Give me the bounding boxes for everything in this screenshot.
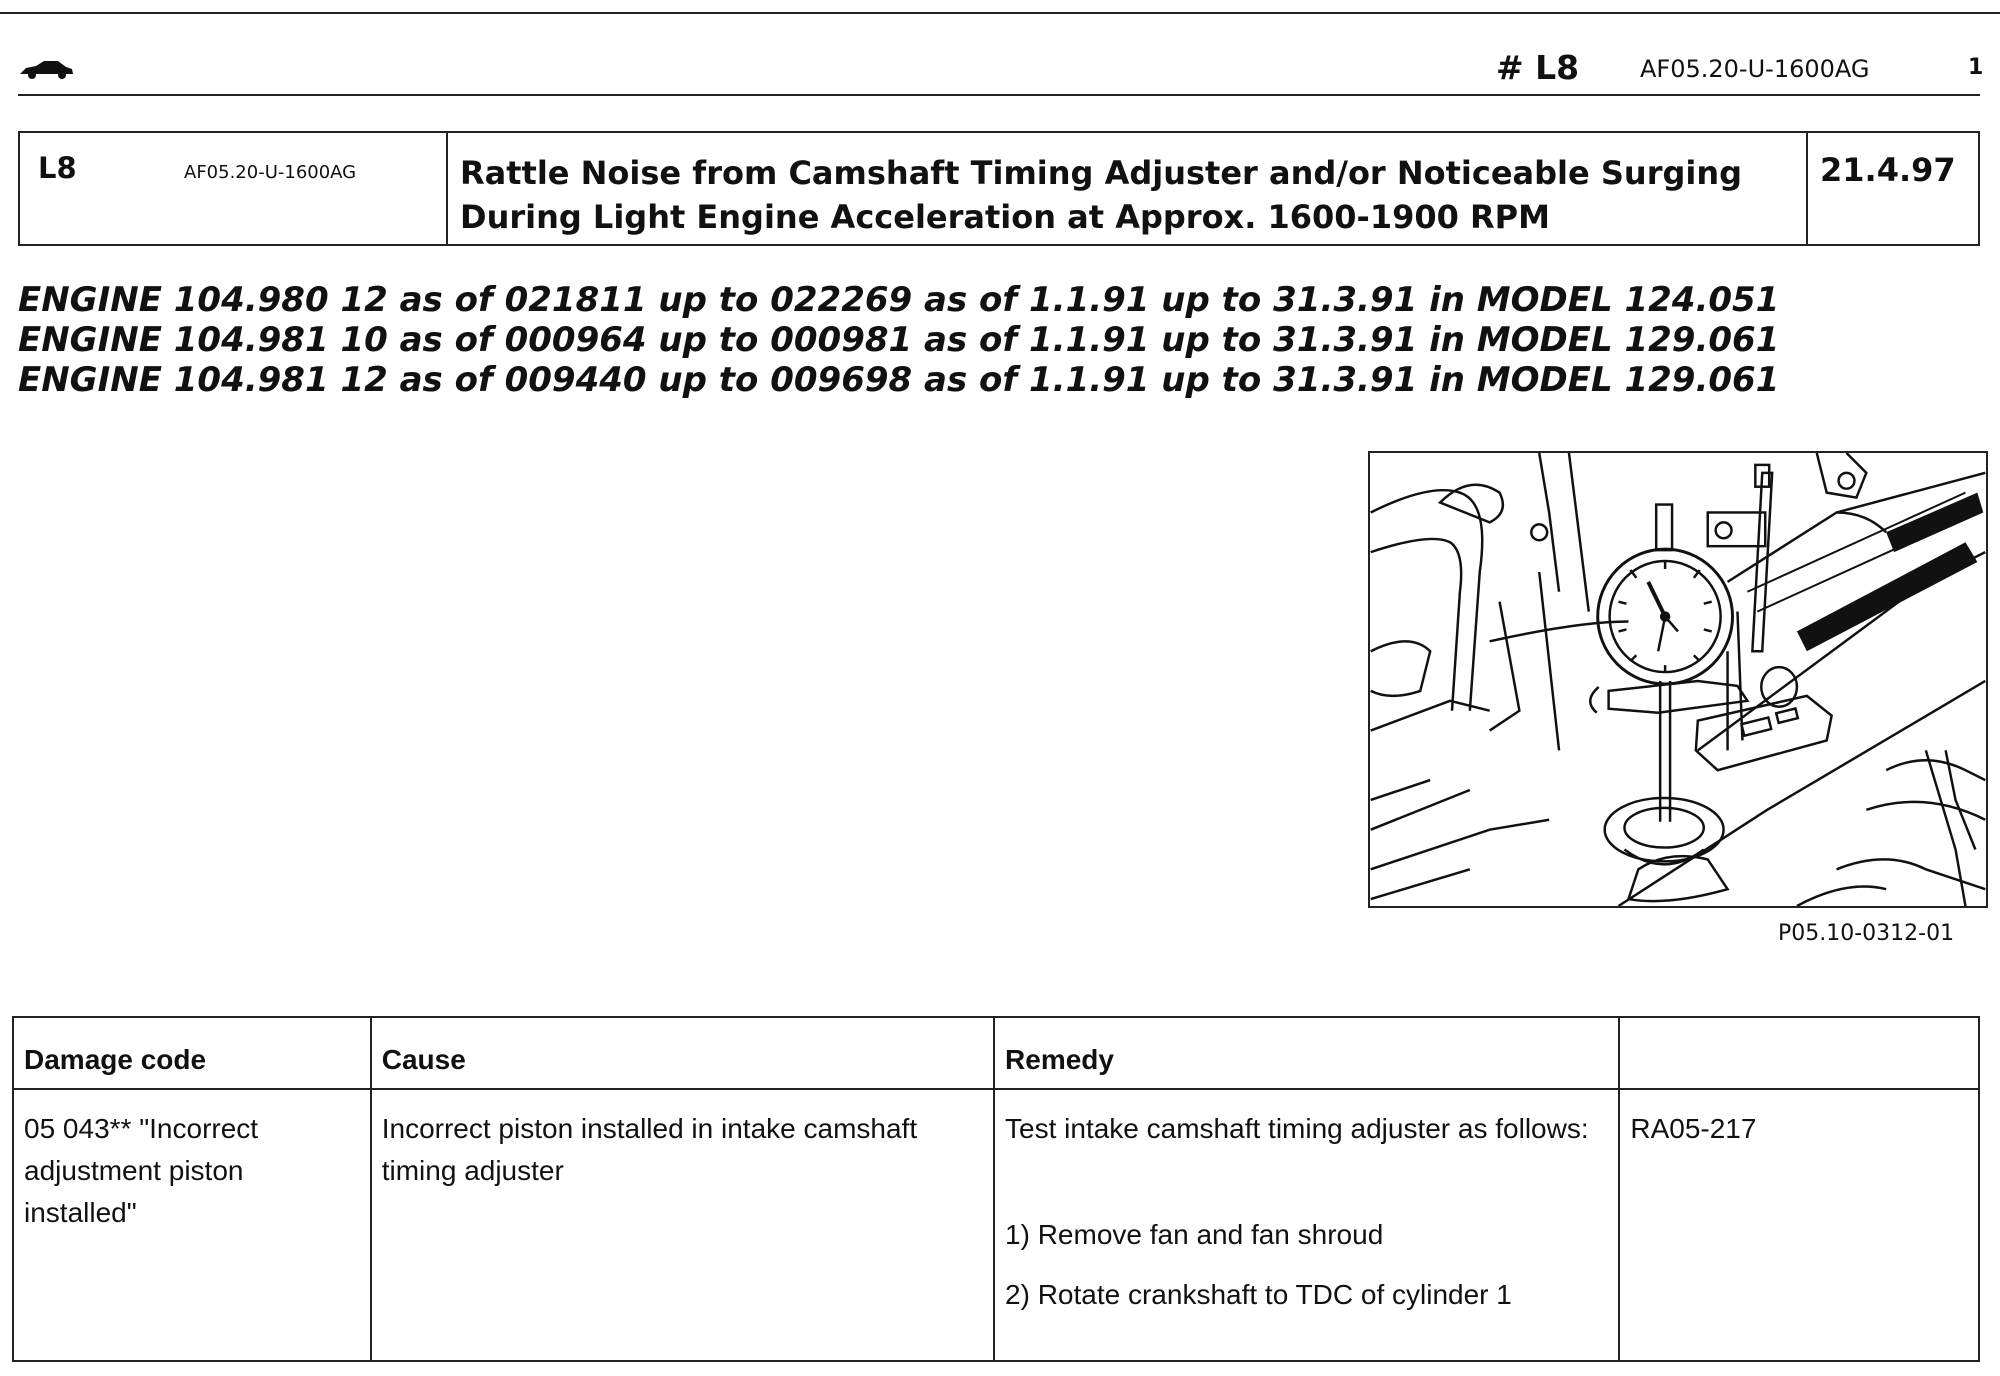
figure-caption: P05.10-0312-01 <box>1778 921 1955 946</box>
engine-line: ENGINE 104.981 10 as of 000964 up to 000981 as of 1.1.91 up to 31.3.91 in MODEL 129.061 <box>18 320 1780 360</box>
page-number: 1 <box>1968 55 1984 80</box>
dial-gauge-engine-illustration <box>1368 451 1988 908</box>
remedy-intro: Test intake camshaft timing adjuster as follows: <box>1005 1113 1589 1144</box>
title-box <box>18 131 1980 246</box>
remedy-step: 1) Remove fan and fan shroud <box>1005 1219 1384 1250</box>
document-date: 21.4.97 <box>1820 151 1956 189</box>
car-icon <box>18 58 74 80</box>
engine-line: ENGINE 104.981 12 as of 009440 up to 009698 as of 1.1.91 up to 31.3.91 in MODEL 129.061 <box>18 360 1780 400</box>
header-code: # L8 <box>1496 48 1580 87</box>
header-reference: AF05.20-U-1600AG <box>1640 55 1870 83</box>
document-title: Rattle Noise from Camshaft Timing Adjuster and/or Noticeable Surging During Light Engine Acceleration at Approx. 1600-1900 RPM <box>448 133 1808 244</box>
column-header-remedy: Remedy <box>994 1017 1619 1089</box>
title-reference: AF05.20-U-1600AG <box>184 162 357 183</box>
engine-applicability-list <box>18 280 1779 400</box>
cell-reference: RA05-217 <box>1619 1089 1979 1361</box>
engine-line: ENGINE 104.980 12 as of 021811 up to 022269 as of 1.1.91 up to 31.3.91 in MODEL 124.051 <box>18 280 1780 320</box>
column-header-damage-code: Damage code <box>13 1017 371 1089</box>
damage-table <box>12 1016 1980 1362</box>
engine-illustration-icon <box>1370 453 1986 906</box>
table-header-row <box>13 1017 1979 1089</box>
cell-remedy <box>994 1089 1619 1361</box>
cell-cause: Incorrect piston installed in intake camshaft timing adjuster <box>371 1089 994 1361</box>
column-header-cause: Cause <box>371 1017 994 1089</box>
column-header-reference <box>1619 1017 1979 1089</box>
title-code: L8 <box>38 151 77 185</box>
header-rule <box>18 94 1980 96</box>
remedy-step: 2) Rotate crankshaft to TDC of cylinder 1 <box>1005 1279 1512 1310</box>
remedy-spacer <box>1005 1150 1608 1214</box>
title-code-cell <box>20 133 448 244</box>
top-rule <box>0 12 2000 14</box>
cell-damage-code: 05 043** "Incorrect adjustment piston installed" <box>13 1089 371 1361</box>
table-row <box>13 1089 1979 1361</box>
page-header <box>18 44 1984 94</box>
